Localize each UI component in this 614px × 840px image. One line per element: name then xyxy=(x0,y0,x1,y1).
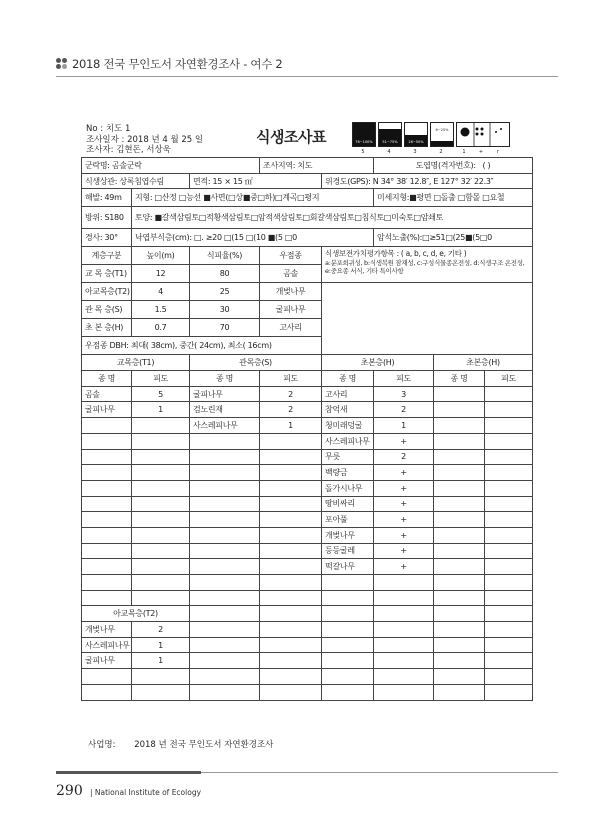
species-cover: + xyxy=(374,527,434,543)
litter-layer: 낙엽부식층(cm): □. ≥20 □(15 □(10 ■(5 □0 xyxy=(132,229,374,247)
species-name xyxy=(82,433,132,449)
species-name xyxy=(82,669,132,685)
species-name xyxy=(82,449,132,465)
species-name xyxy=(434,559,485,575)
elevation: 해발: 49m xyxy=(82,189,132,207)
species-name xyxy=(190,543,260,559)
species-name: 검노린재 xyxy=(190,402,260,418)
aspect: 방위: S180 xyxy=(82,207,132,229)
species-cover: 2 xyxy=(260,386,322,402)
species-cover xyxy=(132,418,190,434)
running-header: 2018 전국 무인도서 자연환경조사 - 여수 2 xyxy=(72,57,283,71)
layer-head-h2: 초본층(H) xyxy=(434,355,533,371)
species-name xyxy=(434,669,485,685)
soil-type: 토양: ■갈색삼림토□적황색삼림토□암적색삼림토□회갈색삼림토□침식토□미숙토□암쇄토 xyxy=(132,207,533,229)
surveyor: 조사자: 김현돈, 서상욱 xyxy=(86,145,171,155)
species-cover xyxy=(132,433,190,449)
species-name xyxy=(190,433,260,449)
species-name xyxy=(82,512,132,528)
species-name xyxy=(190,512,260,528)
footer-bar xyxy=(56,771,201,774)
t2-table-body xyxy=(82,622,533,700)
cover-num-3: 3 xyxy=(413,149,417,155)
header-dots-icon xyxy=(56,58,68,70)
species-name xyxy=(82,527,132,543)
strata-dominant: 곰솔 xyxy=(260,265,322,283)
layer-head-t1: 교목층(T1) xyxy=(82,355,190,371)
species-cover xyxy=(374,590,434,606)
species-name xyxy=(434,433,485,449)
species-name xyxy=(82,465,132,481)
species-cover xyxy=(132,684,190,700)
species-name xyxy=(434,512,485,528)
cover-class-2-icon: 6~25% xyxy=(430,122,454,147)
species-name xyxy=(322,653,374,669)
species-cover: + xyxy=(374,496,434,512)
species-cover xyxy=(132,480,190,496)
species-row xyxy=(82,386,533,402)
species-name xyxy=(434,386,485,402)
species-name xyxy=(82,480,132,496)
col-cover: 피도 xyxy=(132,371,190,387)
species-name xyxy=(434,684,485,700)
species-name: 포아풀 xyxy=(322,512,374,528)
species-cover xyxy=(485,527,533,543)
micro-terrain: 미세지형:■평면 □돌출 □함몰 □요철 xyxy=(374,189,533,207)
strata-head-dominant: 우점종 xyxy=(260,247,322,265)
strata-cover: 25 xyxy=(190,283,260,301)
species-cover xyxy=(260,653,322,669)
cover-symbols-icon xyxy=(456,122,510,147)
species-name xyxy=(190,684,260,700)
species-row xyxy=(82,465,533,481)
header-rule xyxy=(56,76,558,77)
species-cover xyxy=(374,637,434,653)
species-cover xyxy=(485,590,533,606)
strata-head-height: 높이(m) xyxy=(132,247,190,265)
species-name xyxy=(190,527,260,543)
species-cover xyxy=(485,480,533,496)
species-cover: 2 xyxy=(260,402,322,418)
species-cover xyxy=(260,433,322,449)
project-label: 사업명: xyxy=(88,740,116,750)
project-line xyxy=(88,738,289,750)
species-name xyxy=(322,637,374,653)
species-cover xyxy=(485,449,533,465)
cover-class-3-icon: 26~50% xyxy=(404,122,428,147)
species-cover xyxy=(485,559,533,575)
col-cover: 피도 xyxy=(260,371,322,387)
species-name xyxy=(322,622,374,638)
strata-cover: 70 xyxy=(190,319,260,337)
species-cover xyxy=(485,684,533,700)
species-name: 참억새 xyxy=(322,402,374,418)
species-cover xyxy=(485,669,533,685)
species-name: 개벚나무 xyxy=(322,527,374,543)
species-cover xyxy=(260,527,322,543)
species-cover xyxy=(132,512,190,528)
species-cover xyxy=(260,512,322,528)
rock-exposure: 암석노출(%):□≥51□(25■(5□0 xyxy=(374,229,533,247)
strata-dominant: 개벚나무 xyxy=(260,283,322,301)
species-name xyxy=(82,590,132,606)
species-cover: + xyxy=(374,543,434,559)
species-cover xyxy=(260,637,322,653)
institution: | National Institute of Ecology xyxy=(90,788,202,797)
species-cover xyxy=(485,512,533,528)
species-name xyxy=(322,684,374,700)
physiognomy: 식생상관: 상록침엽수림 xyxy=(82,173,190,189)
species-cover: 1 xyxy=(132,637,190,653)
species-name xyxy=(434,590,485,606)
species-name xyxy=(434,527,485,543)
species-cover xyxy=(485,418,533,434)
species-name xyxy=(322,575,374,591)
strata-cover: 80 xyxy=(190,265,260,283)
species-cover xyxy=(132,669,190,685)
species-cover: 2 xyxy=(132,622,190,638)
species-name xyxy=(434,402,485,418)
species-cover xyxy=(132,559,190,575)
strata-height: 1.5 xyxy=(132,301,190,319)
species-cover: 3 xyxy=(374,386,434,402)
species-name xyxy=(190,669,260,685)
strata-row: 교 목 층(T1) xyxy=(82,265,132,283)
cover-num-2: 2 xyxy=(439,149,443,155)
species-cover xyxy=(260,684,322,700)
species-name: 청미래덩굴 xyxy=(322,418,374,434)
species-cover xyxy=(485,433,533,449)
species-name xyxy=(82,684,132,700)
species-name xyxy=(190,575,260,591)
species-row xyxy=(82,512,533,528)
strata-row: 아교목층(T2) xyxy=(82,283,132,301)
species-row xyxy=(82,559,533,575)
species-name xyxy=(434,418,485,434)
species-row xyxy=(82,449,533,465)
species-name xyxy=(190,653,260,669)
species-cover xyxy=(260,480,322,496)
species-cover xyxy=(485,575,533,591)
species-cover: 5 xyxy=(132,386,190,402)
species-cover xyxy=(260,543,322,559)
species-name xyxy=(190,449,260,465)
col-cover: 피도 xyxy=(374,371,434,387)
strata-head-cover: 식피율(%) xyxy=(190,247,260,265)
col-species: 종 명 xyxy=(82,371,132,387)
species-row xyxy=(82,433,533,449)
survey-area: 조사지역: 치도 xyxy=(260,158,374,174)
species-name xyxy=(322,669,374,685)
t2-row xyxy=(82,622,533,638)
t2-row xyxy=(82,684,533,700)
species-cover xyxy=(132,527,190,543)
species-cover xyxy=(260,590,322,606)
species-row xyxy=(82,402,533,418)
col-cover: 피도 xyxy=(485,371,533,387)
col-species: 종 명 xyxy=(322,371,374,387)
cover-num-plus: + xyxy=(478,149,484,155)
vegetation-survey-form xyxy=(81,157,533,701)
species-name xyxy=(190,559,260,575)
species-name: 곰솔 xyxy=(82,386,132,402)
species-cover xyxy=(374,653,434,669)
species-cover xyxy=(485,637,533,653)
species-cover: 1 xyxy=(260,418,322,434)
form-title: 식생조사표 xyxy=(256,128,326,146)
species-name xyxy=(82,575,132,591)
species-cover xyxy=(374,622,434,638)
species-name xyxy=(434,465,485,481)
species-name xyxy=(190,496,260,512)
species-name: 굴피나무 xyxy=(82,402,132,418)
species-row xyxy=(82,590,533,606)
terrain: 지형: □산정 □능선 ■사면(□상■중□하)□계곡□평지 xyxy=(132,189,374,207)
cover-num-4: 4 xyxy=(387,149,391,155)
species-name xyxy=(190,480,260,496)
species-cover xyxy=(132,590,190,606)
species-name xyxy=(434,449,485,465)
species-name: 굴피나무 xyxy=(190,386,260,402)
strata-dominant: 고사리 xyxy=(260,319,322,337)
conservation-eval: 식생보전가치평가항목 : ( a, b, c, d, e, 기타 ) a:분포희귀성, b:식생복원 잠재성, c:구성식물종온전성, d:식생구조 온전성, e:중요종 서식, 기타 특이사항 xyxy=(322,247,533,283)
species-cover: + xyxy=(374,512,434,528)
species-name: 사스레피나무 xyxy=(322,433,374,449)
gps-coordinates: 위경도(GPS): N 34° 38′ 12.8″, E 127° 32′ 22.3″ xyxy=(322,173,533,189)
species-row xyxy=(82,527,533,543)
species-cover xyxy=(485,465,533,481)
cover-num-r: r xyxy=(496,149,500,155)
t2-row xyxy=(82,637,533,653)
species-cover xyxy=(485,402,533,418)
species-cover: 1 xyxy=(132,653,190,669)
species-name: 돌가시나무 xyxy=(322,480,374,496)
species-cover: + xyxy=(374,480,434,496)
species-cover xyxy=(374,684,434,700)
species-cover xyxy=(485,496,533,512)
species-cover: 1 xyxy=(132,402,190,418)
col-species: 종 명 xyxy=(190,371,260,387)
survey-date: 조사일자 : 2018 년 4 월 25 일 xyxy=(86,134,204,145)
species-cover xyxy=(132,496,190,512)
species-name xyxy=(190,637,260,653)
species-cover xyxy=(260,465,322,481)
cover-num-5: 5 xyxy=(361,149,365,155)
survey-no: No : 치도 1 xyxy=(86,124,131,134)
species-name xyxy=(82,559,132,575)
map-number: 도엽명(격자번호): ( ) xyxy=(374,158,533,174)
species-cover: 1 xyxy=(374,418,434,434)
species-name: 사스레피나무 xyxy=(82,637,132,653)
species-cover: 2 xyxy=(374,402,434,418)
species-cover xyxy=(260,575,322,591)
species-cover: + xyxy=(374,433,434,449)
species-name xyxy=(434,653,485,669)
species-cover: 2 xyxy=(374,449,434,465)
species-cover xyxy=(485,653,533,669)
species-name: 개벚나무 xyxy=(82,622,132,638)
strata-height: 0.7 xyxy=(132,319,190,337)
strata-dominant: 굴피나무 xyxy=(260,301,322,319)
species-name: 굴피나무 xyxy=(82,653,132,669)
species-cover xyxy=(485,386,533,402)
page-number: 290 xyxy=(56,783,83,799)
project-name: 2018 년 전국 무인도서 자연환경조사 xyxy=(134,740,274,750)
species-cover xyxy=(260,449,322,465)
layer-head-s: 관목층(S) xyxy=(190,355,322,371)
species-name xyxy=(322,590,374,606)
species-name xyxy=(434,496,485,512)
plot-size: 면적: 15 × 15 ㎡ xyxy=(190,173,322,189)
species-name: 땅비싸리 xyxy=(322,496,374,512)
species-cover xyxy=(132,449,190,465)
species-cover xyxy=(132,543,190,559)
species-cover xyxy=(374,575,434,591)
t2-row xyxy=(82,653,533,669)
cover-class-5-icon: 76~100% xyxy=(352,122,376,147)
species-row xyxy=(82,575,533,591)
col-species: 종 명 xyxy=(434,371,485,387)
strata-head-layer: 계층구분 xyxy=(82,247,132,265)
cover-class-4-icon: 51~75% xyxy=(378,122,402,147)
species-name: 떡갈나무 xyxy=(322,559,374,575)
species-cover xyxy=(260,496,322,512)
species-name xyxy=(82,543,132,559)
species-cover xyxy=(260,559,322,575)
species-name: 사스레피나무 xyxy=(190,418,260,434)
species-cover xyxy=(132,465,190,481)
species-cover: + xyxy=(374,559,434,575)
dominant-dbh: 우점종 DBH: 최대( 38cm), 중간( 24cm), 최소( 16cm) xyxy=(82,337,322,355)
species-cover xyxy=(132,575,190,591)
strata-row: 관 목 층(S) xyxy=(82,301,132,319)
species-name xyxy=(190,622,260,638)
species-name: 등등굴레 xyxy=(322,543,374,559)
community-name: 군락명: 곰솔군락 xyxy=(82,158,260,174)
strata-height: 4 xyxy=(132,283,190,301)
species-row xyxy=(82,496,533,512)
species-row xyxy=(82,418,533,434)
species-name xyxy=(190,465,260,481)
species-table-body xyxy=(82,386,533,606)
species-name: 고사리 xyxy=(322,386,374,402)
t2-label: 아교목층(T2) xyxy=(82,606,190,622)
strata-height: 12 xyxy=(132,265,190,283)
species-name xyxy=(434,575,485,591)
species-cover: + xyxy=(374,465,434,481)
slope: 경사: 30° xyxy=(82,229,132,247)
species-name: 백량금 xyxy=(322,465,374,481)
species-name xyxy=(82,496,132,512)
species-cover xyxy=(260,669,322,685)
survey-meta xyxy=(86,124,203,156)
layer-head-h: 초본층(H) xyxy=(322,355,434,371)
species-cover xyxy=(374,669,434,685)
strata-row: 초 본 층(H) xyxy=(82,319,132,337)
strata-cover: 30 xyxy=(190,301,260,319)
species-name xyxy=(82,418,132,434)
species-name xyxy=(434,637,485,653)
species-name xyxy=(434,622,485,638)
t2-row xyxy=(82,669,533,685)
species-name xyxy=(434,480,485,496)
species-row xyxy=(82,480,533,496)
species-cover xyxy=(485,543,533,559)
eval-notes-area xyxy=(322,283,533,355)
species-cover xyxy=(260,622,322,638)
species-name xyxy=(434,543,485,559)
cover-num-1: 1 xyxy=(462,149,466,155)
species-row xyxy=(82,543,533,559)
species-cover xyxy=(485,622,533,638)
species-name: 무릇 xyxy=(322,449,374,465)
species-name xyxy=(190,590,260,606)
